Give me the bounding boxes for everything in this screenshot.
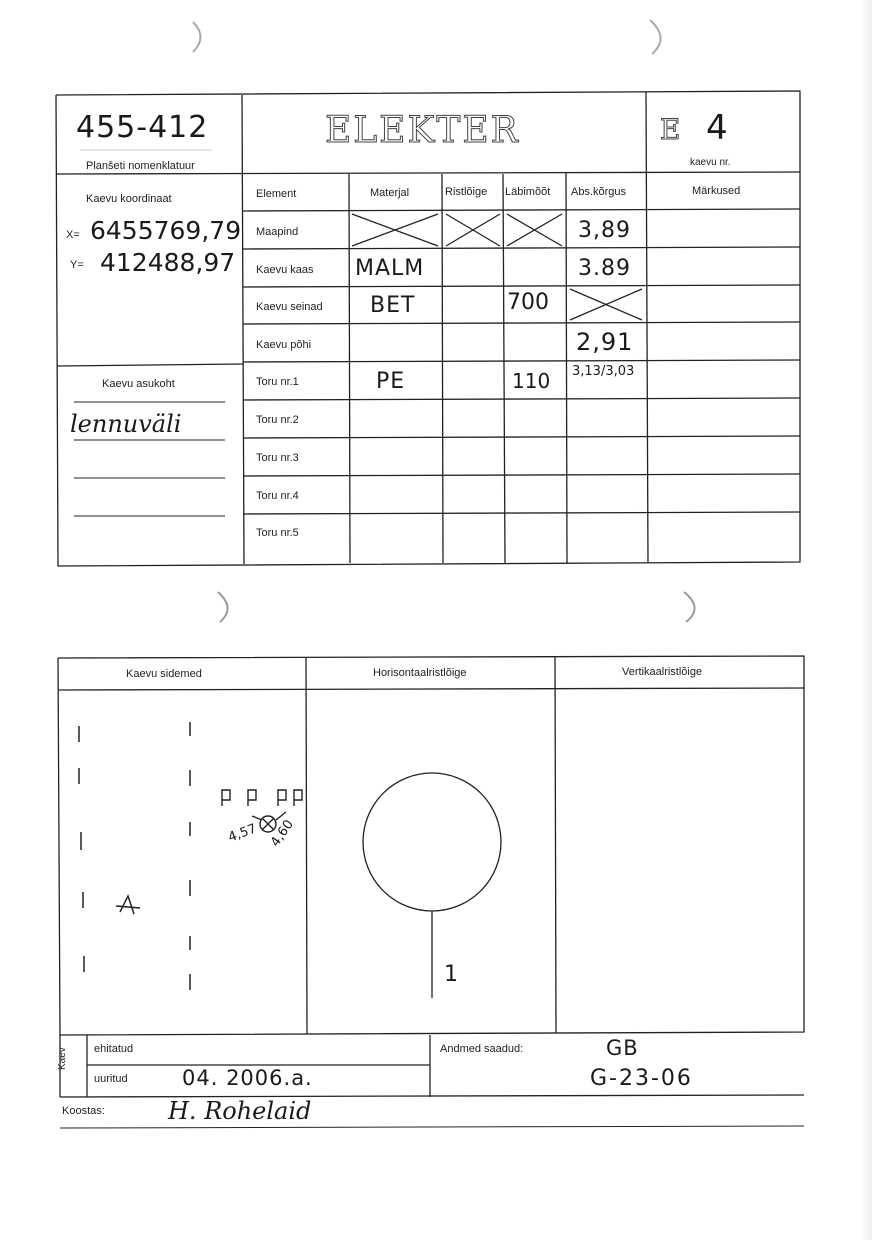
planshet-value: 455-412 [76, 110, 209, 145]
row-label-toru-1: Toru nr.1 [256, 376, 299, 388]
col-header-abs-korgus: Abs.kõrgus [571, 186, 627, 198]
y-coordinate-value: 412488,97 [100, 248, 236, 277]
cell-toru1-materjal: PE [376, 369, 406, 394]
horizontal-section-header: Horisontaalristlõige [373, 667, 467, 679]
koostas-label: Koostas: [62, 1105, 105, 1117]
kaev-label: Kaev [57, 1047, 68, 1070]
cell-maapind-abs: 3,89 [578, 218, 631, 243]
cell-seinad-materjal: BET [370, 293, 416, 318]
vertical-section-header: Vertikaalristlõige [622, 666, 703, 678]
row-label-toru-5: Toru nr.5 [256, 527, 299, 539]
andmed-label: Andmed saadud: [440, 1043, 524, 1055]
cell-kaas-abs: 3.89 [578, 256, 631, 281]
sketch-value-left: 4,57 [226, 821, 259, 846]
col-header-labimoot: Läbimõõt [505, 186, 551, 198]
row-label-toru-3: Toru nr.3 [256, 452, 299, 464]
location-value: lennuväli [70, 410, 182, 438]
pipe-number-label: 1 [444, 962, 459, 987]
col-header-ristloige: Ristlõige [445, 186, 488, 198]
cell-seinad-labimoot: 700 [507, 290, 549, 315]
x-coordinate-value: 6455769,79 [90, 216, 242, 245]
row-label-toru-2: Toru nr.2 [256, 414, 299, 426]
andmed-value-2: G-23-06 [590, 1066, 693, 1091]
form-title: ELEKTER [325, 110, 520, 151]
location-label: Kaevu asukoht [102, 378, 175, 390]
y-prefix: Y= [70, 259, 84, 271]
row-label-kaevu-pohi: Kaevu põhi [256, 339, 312, 351]
planshet-label: Planšeti nomenklatuur [86, 160, 195, 172]
cell-toru1-labimoot: 110 [512, 369, 551, 393]
cell-toru1-abs: 3,13/3,03 [572, 364, 635, 379]
row-label-kaevu-kaas: Kaevu kaas [256, 264, 314, 276]
well-number-label: kaevu nr. [690, 157, 731, 168]
col-header-element: Element [256, 188, 297, 200]
uuritud-value: 04. 2006.a. [182, 1066, 313, 1090]
row-label-maapind: Maapind [256, 226, 299, 238]
coordinates-label: Kaevu koordinaat [86, 193, 172, 205]
row-label-kaevu-seinad: Kaevu seinad [256, 301, 323, 313]
cell-pohi-abs: 2,91 [576, 328, 634, 356]
x-prefix: X= [66, 229, 80, 241]
ehitatud-label: ehitatud [94, 1043, 134, 1055]
koostas-value: H. Rohelaid [168, 1097, 312, 1125]
cell-kaas-materjal: MALM [355, 256, 425, 281]
row-label-toru-4: Toru nr.4 [256, 490, 299, 502]
col-header-materjal: Materjal [370, 187, 410, 199]
col-header-markused: Märkused [692, 185, 741, 197]
category-letter: E [660, 113, 683, 146]
uuritud-label: uuritud [94, 1073, 128, 1085]
well-number: 4 [706, 108, 729, 148]
scan-edge [860, 0, 872, 1240]
sketch-value-right: 4,60 [268, 817, 297, 850]
sidemed-header: Kaevu sidemed [126, 668, 202, 680]
andmed-value-1: GB [606, 1036, 639, 1060]
